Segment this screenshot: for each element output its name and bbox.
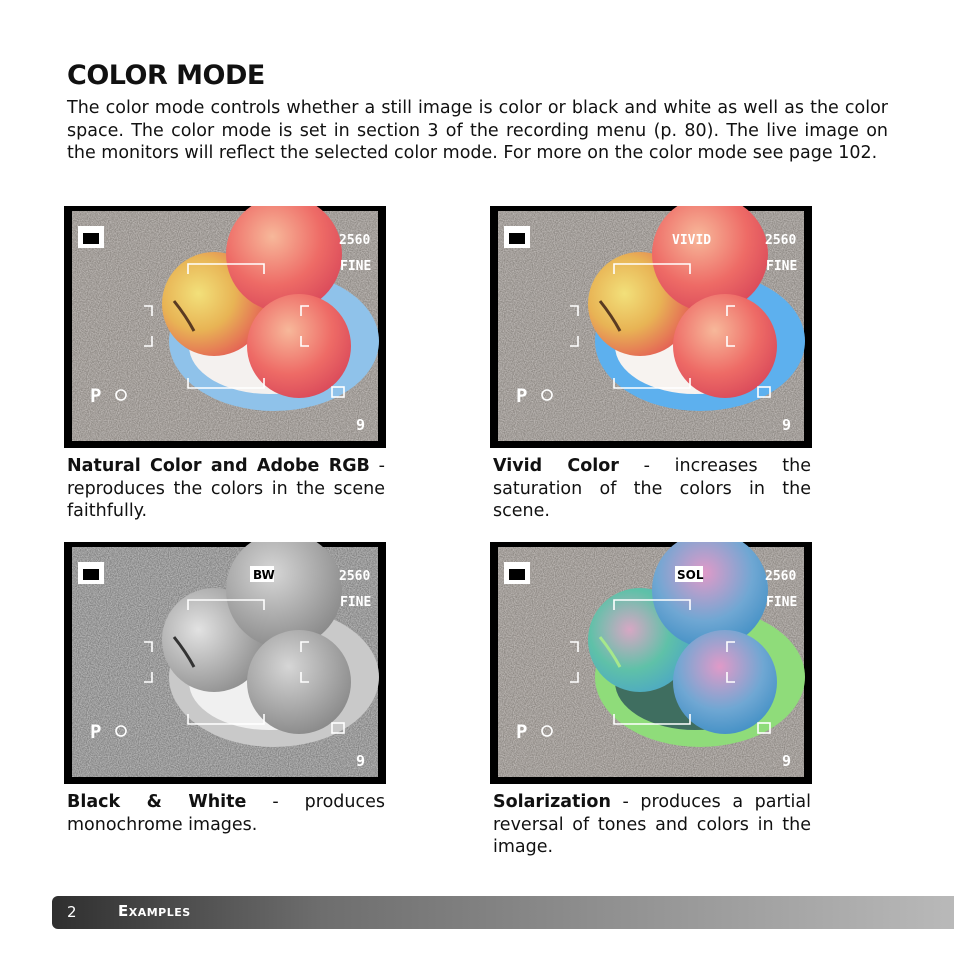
exposure-mode-label: P [90,721,102,743]
quality-label: FINE [766,259,798,274]
camera-icon [509,569,525,580]
vivid-mode-badge: VIVID [672,233,712,248]
quality-label: FINE [766,595,798,610]
caption-vivid-text: - increases the saturation of the colors in the scene. [493,456,811,522]
black-white-photo [64,542,386,784]
camera-icon [83,233,99,244]
page-title: COLOR MODE [67,60,265,91]
caption-bw-text: - produces monochrome images. [67,792,385,835]
frame-count-label: 9 [782,752,792,770]
resolution-label: 2560 [765,233,797,248]
caption-bw [67,791,385,836]
natural-color-photo [64,206,386,448]
caption-solarization [493,791,811,859]
exposure-mode-label: P [516,385,528,407]
quality-label: FINE [340,595,372,610]
camera-icon [509,233,525,244]
example-solarization-screen [490,542,812,784]
caption-natural-title: Natural Color and Adobe RGB [67,456,370,476]
example-natural-screen [64,206,386,448]
page-number: 2 [67,903,77,921]
vivid-color-photo [490,206,812,448]
solarization-photo [490,542,812,784]
resolution-label: 2560 [765,569,797,584]
caption-solarization-text: - produces a partial reversal of tones and colors in the image. [493,792,811,858]
frame-count-label: 9 [782,416,792,434]
caption-vivid-title: Vivid Color [493,456,619,476]
example-vivid-screen [490,206,812,448]
example-bw-screen [64,542,386,784]
frame-count-label: 9 [356,752,366,770]
caption-natural-text: - reproduces the colors in the scene faithfully. [67,456,385,522]
sol-mode-badge: SOL [677,568,704,582]
bw-mode-badge: BW [253,568,275,582]
exposure-mode-label: P [90,385,102,407]
quality-label: FINE [340,259,372,274]
exposure-mode-label: P [516,721,528,743]
caption-natural [67,455,385,523]
camera-icon [83,569,99,580]
section-name: Examples [118,902,191,920]
resolution-label: 2560 [339,233,371,248]
frame-count-label: 9 [356,416,366,434]
intro-paragraph: The color mode controls whether a still image is color or black and white as well as the color space. The color mode is set in section 3 of the recording menu (p. 80). The live image on the monitors will reflect the selected color mode. For more on the color mode see page 102. [67,98,888,164]
page-footer [52,896,954,929]
caption-solarization-title: Solarization [493,792,611,812]
resolution-label: 2560 [339,569,371,584]
caption-vivid [493,455,811,523]
caption-bw-title: Black & White [67,792,247,812]
